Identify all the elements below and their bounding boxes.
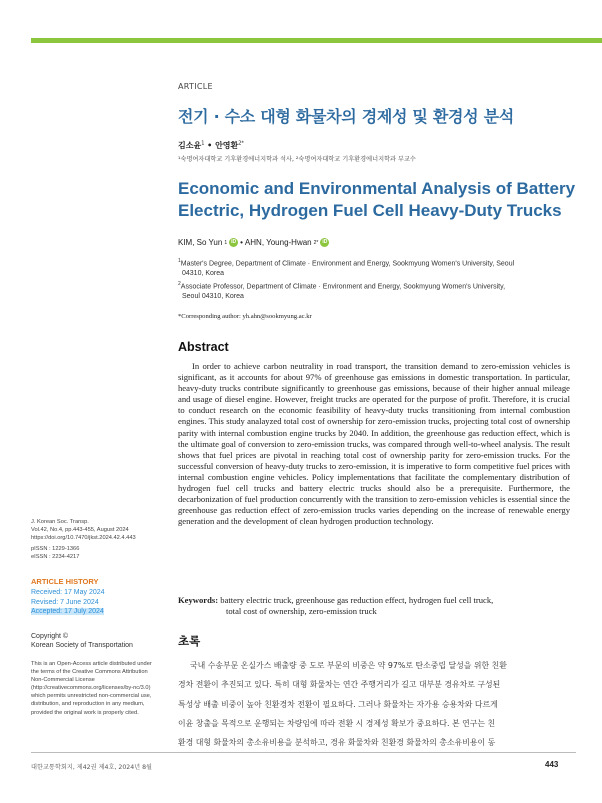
license-line: distribution, and reproduction in any medium,: [31, 701, 145, 708]
page-number: 443: [545, 760, 559, 769]
english-authors: [178, 238, 329, 247]
keywords-label: Keywords:: [178, 595, 219, 605]
affiliation-2-sup: 2: [178, 281, 181, 287]
doi-link[interactable]: https://doi.org/10.7470/jkst.2024.42.4.443: [31, 535, 136, 542]
keywords-line-2: total cost of ownership, zero-emission truck: [226, 606, 377, 616]
keywords: [178, 595, 573, 617]
article-history-heading: ARTICLE HISTORY: [31, 577, 99, 586]
author-1-en-sup: 1: [224, 239, 228, 246]
author-2-ko: 안영환: [215, 141, 239, 150]
korean-summary-text: [178, 656, 574, 752]
korean-summary-line: 국내 수송부문 온실가스 배출량 중 도로 부문의 비중은 약 97%로 탄소중립 달성을 위한 친환: [190, 661, 507, 670]
footer-journal: 대한교통학회지, 제42권 제4호, 2024년 8월: [31, 764, 152, 771]
copyright-line: Korean Society of Transportation: [31, 642, 133, 650]
eissn: eISSN : 2234-4217: [31, 554, 80, 561]
license-line: This is an Open-Access article distributed under: [31, 661, 152, 667]
history-accepted: [31, 607, 105, 617]
article-type-label: ARTICLE: [178, 82, 213, 91]
author-separator-en: •: [240, 238, 243, 247]
author-2-en: AHN, Young-Hwan: [244, 238, 312, 247]
keywords-line-1: battery electric truck, greenhouse gas reduction effect, hydrogen fuel cell truck,: [220, 595, 494, 605]
history-revised: Revised: 7 June 2024: [31, 598, 99, 606]
affiliation-1: [178, 256, 514, 279]
korean-summary-line: 이윤 창출을 목적으로 운행되는 차량임에 따라 전환 시 경제성 확보가 중요하다. 본 연구는 친: [178, 718, 496, 728]
korean-summary-line: 환경 대형 화물차의 총소유비용을 분석하고, 경유 화물차와 친환경 화물차의 총소유비용이 동: [178, 738, 496, 748]
affiliation-2: [178, 279, 505, 302]
abstract-heading: Abstract: [178, 340, 229, 354]
header-accent-bar: [31, 38, 602, 43]
citation-line: Vol.42, No.4, pp.443-455, August 2024: [31, 527, 129, 534]
korean-affiliations: ¹숙명여자대학교 기후환경에너지학과 석사, ²숙명여자대학교 기후환경에너지학과 부교수: [178, 156, 416, 163]
abstract-text: In order to achieve carbon neutrality in road transport, the transition demand to zero-emission vehicles is significant, as it accounts for about 97% of greenhouse gas emissions in domestic transportation. In particular, heavy-duty trucks contribute significantly to greenhouse gas emissions, because of their higher annual mileage and usage of diesel engine. However, freight trucks are operated for the purpose of profit. Therefore, it is crucial to conduct research on the economic feasibility of heavy-duty trucks transitioning from internal combustion engines. This study analayzed total cost of ownership for zero-emission trucks, projecting total cost of ownership parity with internal combustion engine trucks by 2040. In addition, the greenhouse gas reduction effect, which is the ultimate goal of conversion to zero-emission trucks, was compared through well-to-wheel analysis. The result shows that fuel prices are pivotal in reaching total cost of ownership parity for zero-emission trucks. For the successful conversion of heavy-duty trucks to zero-emission, it is imperative to form competitive fuel prices with internal combustion engine vehicles. Policy implementations that facilitate the complementary distribution of hydrogen fuel cell trucks and battery electric trucks should also be a prerequisite. Furthermore, the decarbonization of fuel production concurrently with the transition to zero-emission vehicles is essential since the greenhouse gas reduction effect of zero-emission trucks varies depending on the increase of renewable energy generation and the development of clean hydrogen production technology.: [178, 361, 570, 527]
author-1-en: KIM, So Yun: [178, 238, 223, 247]
license-line: the terms of the Creative Commons Attribution: [31, 669, 148, 676]
affiliation-1-line1: Master's Degree, Department of Climate · Environment and Energy, Sookmyung Women's University, Seoul: [180, 260, 515, 268]
author-separator-ko: •: [204, 141, 216, 150]
korean-summary-heading: 초록: [178, 634, 201, 648]
highlighted-text: Accepted: 17 July 2024: [31, 608, 104, 615]
affiliation-1-sup: 1: [178, 258, 181, 264]
korean-authors: [178, 140, 244, 151]
english-title: Economic and Environmental Analysis of Battery Electric, Hydrogen Fuel Cell Heavy-Duty Trucks: [178, 179, 576, 220]
footer-divider: [31, 752, 576, 753]
history-received: Received: 17 May 2024: [31, 589, 105, 596]
korean-summary-line: 특성상 배출 비중이 높아 친환경차 전환이 필요하다. 그러나 화물차는 자가용 승용차와 다르게: [178, 699, 498, 709]
license-text: [31, 660, 171, 717]
license-line: Non-Commercial License: [31, 677, 95, 684]
pissn: pISSN : 1229-1366: [31, 546, 80, 552]
affiliation-2-line2: Seoul 04310, Korea: [182, 293, 244, 301]
license-link[interactable]: (http://creativecommons.org/licenses/by-nc/3.0): [31, 685, 151, 692]
korean-title: 전기 · 수소 대형 화물차의 경제성 및 환경성 분석: [178, 107, 514, 126]
copyright-line: Copyright ©: [31, 633, 69, 640]
korean-summary-line: 경차 전환이 추진되고 있다. 특히 대형 화물차는 연간 주행거리가 길고 대부분 경유차로 구성된: [178, 680, 501, 690]
orcid-icon[interactable]: iD: [231, 239, 237, 245]
affiliation-1-line2: 04310, Korea: [182, 270, 225, 278]
author-2-en-sup: 2*: [313, 239, 319, 246]
license-line: provided the original work is properly cited.: [31, 709, 139, 716]
author-2-ko-sup: 2*: [238, 140, 244, 147]
license-line: which permits unrestricted non-commercial use,: [31, 693, 152, 700]
author-1-ko: 김소윤: [178, 141, 202, 150]
orcid-icon[interactable]: iD: [322, 239, 328, 245]
issn-info: [31, 545, 79, 561]
copyright: [31, 632, 133, 651]
corresponding-author: *Corresponding author: yh.ahn@sookmyung.ac.kr: [178, 313, 312, 320]
author-1-ko-sup: 1: [201, 140, 205, 147]
article-history: [31, 588, 105, 617]
citation-info: [31, 518, 136, 542]
affiliation-2-line1: Associate Professor, Department of Climate · Environment and Energy, Sookmyung Women's University,: [180, 283, 506, 291]
citation-line: J. Korean Soc. Transp.: [31, 519, 89, 525]
